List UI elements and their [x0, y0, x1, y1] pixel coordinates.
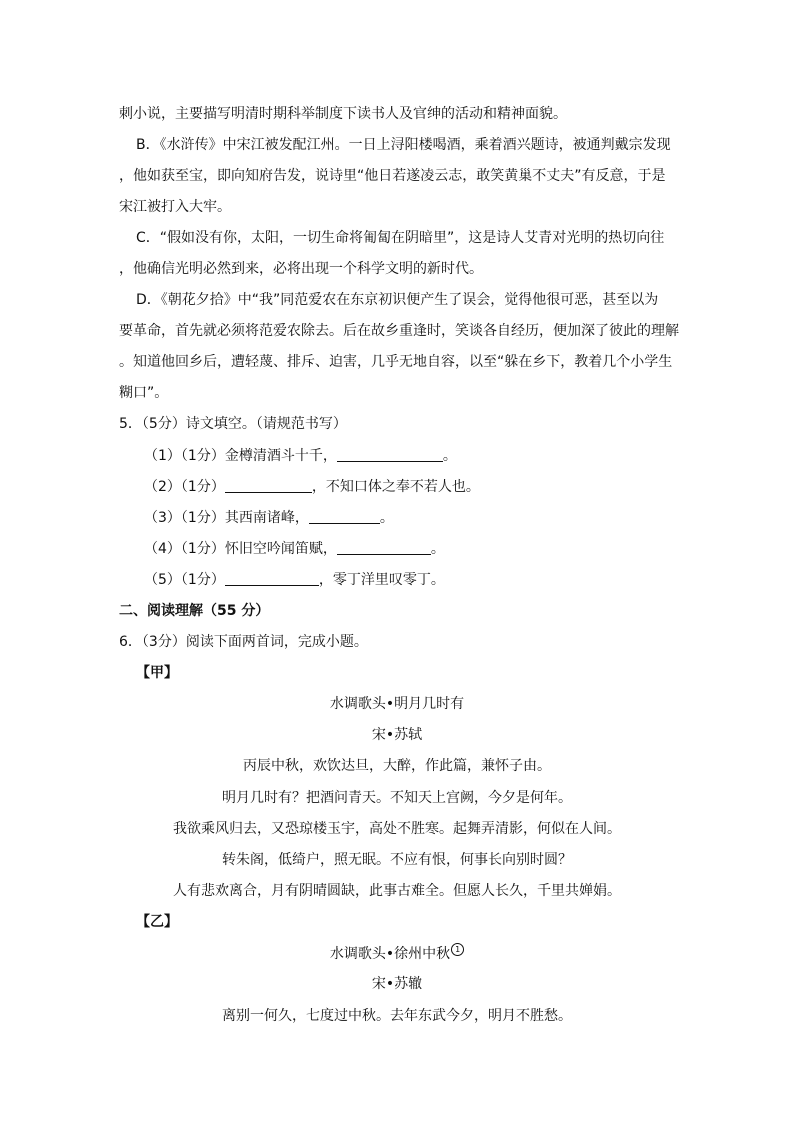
- poem-jia-preface: 丙辰中秋，欢饮达旦，大醉，作此篇，兼怀子由。: [243, 758, 551, 774]
- poem-yi-label: 【乙】: [136, 914, 178, 930]
- fill-item-prefix: （5）（1分）: [144, 572, 225, 588]
- option-c-line: ，他确信光明必然到来，必将出现一个科学文明的新时代。: [119, 261, 483, 277]
- fill-item: [144, 446, 457, 466]
- fill-item: [144, 508, 394, 528]
- poem-yi-author: 宋•苏辙: [371, 976, 423, 992]
- question-6-title: 6．（3分）阅读下面两首词，完成小题。: [119, 634, 368, 650]
- fill-item-prefix: （4）（1分）怀旧空吟闻笛赋，: [144, 541, 337, 557]
- section-2-heading: 二、阅读理解（55 分）: [119, 603, 270, 619]
- answer-blank[interactable]: [337, 447, 443, 462]
- poem-yi-title-line: [0, 943, 794, 964]
- poem-jia-line: 转朱阁，低绮户，照无眠。不应有恨，何事长向别时圆？: [222, 852, 572, 868]
- fill-item-suffix: 。: [442, 448, 457, 464]
- answer-blank[interactable]: [225, 571, 319, 586]
- option-c-line: C．“假如没有你，太阳，一切生命将匍匐在阴暗里”，这是诗人艾青对光明的热切向往: [136, 230, 665, 246]
- fill-item-prefix: （3）（1分）其西南诸峰，: [144, 510, 309, 526]
- option-d-line: 。知道他回乡后，遭轻蔑、排斥、迫害，几乎无地自容，以至“躲在乡下，教着几个小学生: [119, 354, 673, 370]
- fill-item-suffix: 。: [430, 541, 445, 557]
- option-d-line: 要革命，首先就必须将范爱农除去。后在故乡重逢时，笑谈各自经历，便加深了彼此的理解: [119, 323, 679, 339]
- answer-blank[interactable]: [225, 478, 312, 493]
- fill-item: [144, 570, 445, 590]
- option-b-line: B．《水浒传》中宋江被发配江州。一日上浔阳楼喝酒，乘着酒兴题诗，被通判戴宗发现: [136, 137, 671, 153]
- poem-jia-line: 我欲乘风归去，又恐琼楼玉宇，高处不胜寒。起舞弄清影，何似在人间。: [173, 821, 621, 837]
- poem-yi-line: 离别一何久，七度过中秋。去年东武今夕，明月不胜愁。: [222, 1008, 572, 1024]
- fill-item-prefix: （1）（1分）金樽清酒斗十千，: [144, 448, 337, 464]
- poem-jia-label: 【甲】: [136, 665, 178, 681]
- poem-jia-title: 水调歌头•明月几时有: [329, 696, 465, 712]
- fill-item-suffix: ，不知口体之奉不若人也。: [311, 479, 480, 495]
- option-b-line: ，他如获至宝，即向知府告发，说诗里“他日若遂凌云志，敢笑黄巢不丈夫”有反意，于是: [119, 168, 666, 184]
- option-d-line: D．《朝花夕拾》中“我”同范爱农在东京初识便产生了误会，觉得他很可恶，甚至以为: [136, 292, 659, 308]
- option-b-line: 宋江被打入大牢。: [119, 199, 231, 215]
- question-5-title: 5．（5分）诗文填空。（请规范书写）: [119, 416, 347, 432]
- answer-blank[interactable]: [309, 509, 380, 524]
- poem-jia-line: 明月几时有？把酒问青天。不知天上宫阙，今夕是何年。: [222, 790, 572, 806]
- answer-blank[interactable]: [337, 540, 431, 555]
- fill-item: [144, 539, 445, 559]
- fill-item: [144, 477, 480, 497]
- poem-yi-title: 水调歌头•徐州中秋: [329, 946, 451, 962]
- fill-item-prefix: （2）（1分）: [144, 479, 225, 495]
- option-d-line: 糊口”。: [119, 385, 169, 401]
- text-line: 刺小说，主要描写明清时期科举制度下读书人及官绅的活动和精神面貌。: [119, 106, 567, 122]
- poem-jia-line: 人有悲欢离合，月有阴晴圆缺，此事古难全。但愿人长久，千里共婵娟。: [173, 883, 621, 899]
- poem-jia-author: 宋•苏轼: [371, 727, 423, 743]
- fill-item-suffix: 。: [379, 510, 394, 526]
- footnote-marker[interactable]: 1: [451, 943, 464, 956]
- fill-item-suffix: ，零丁洋里叹零丁。: [318, 572, 445, 588]
